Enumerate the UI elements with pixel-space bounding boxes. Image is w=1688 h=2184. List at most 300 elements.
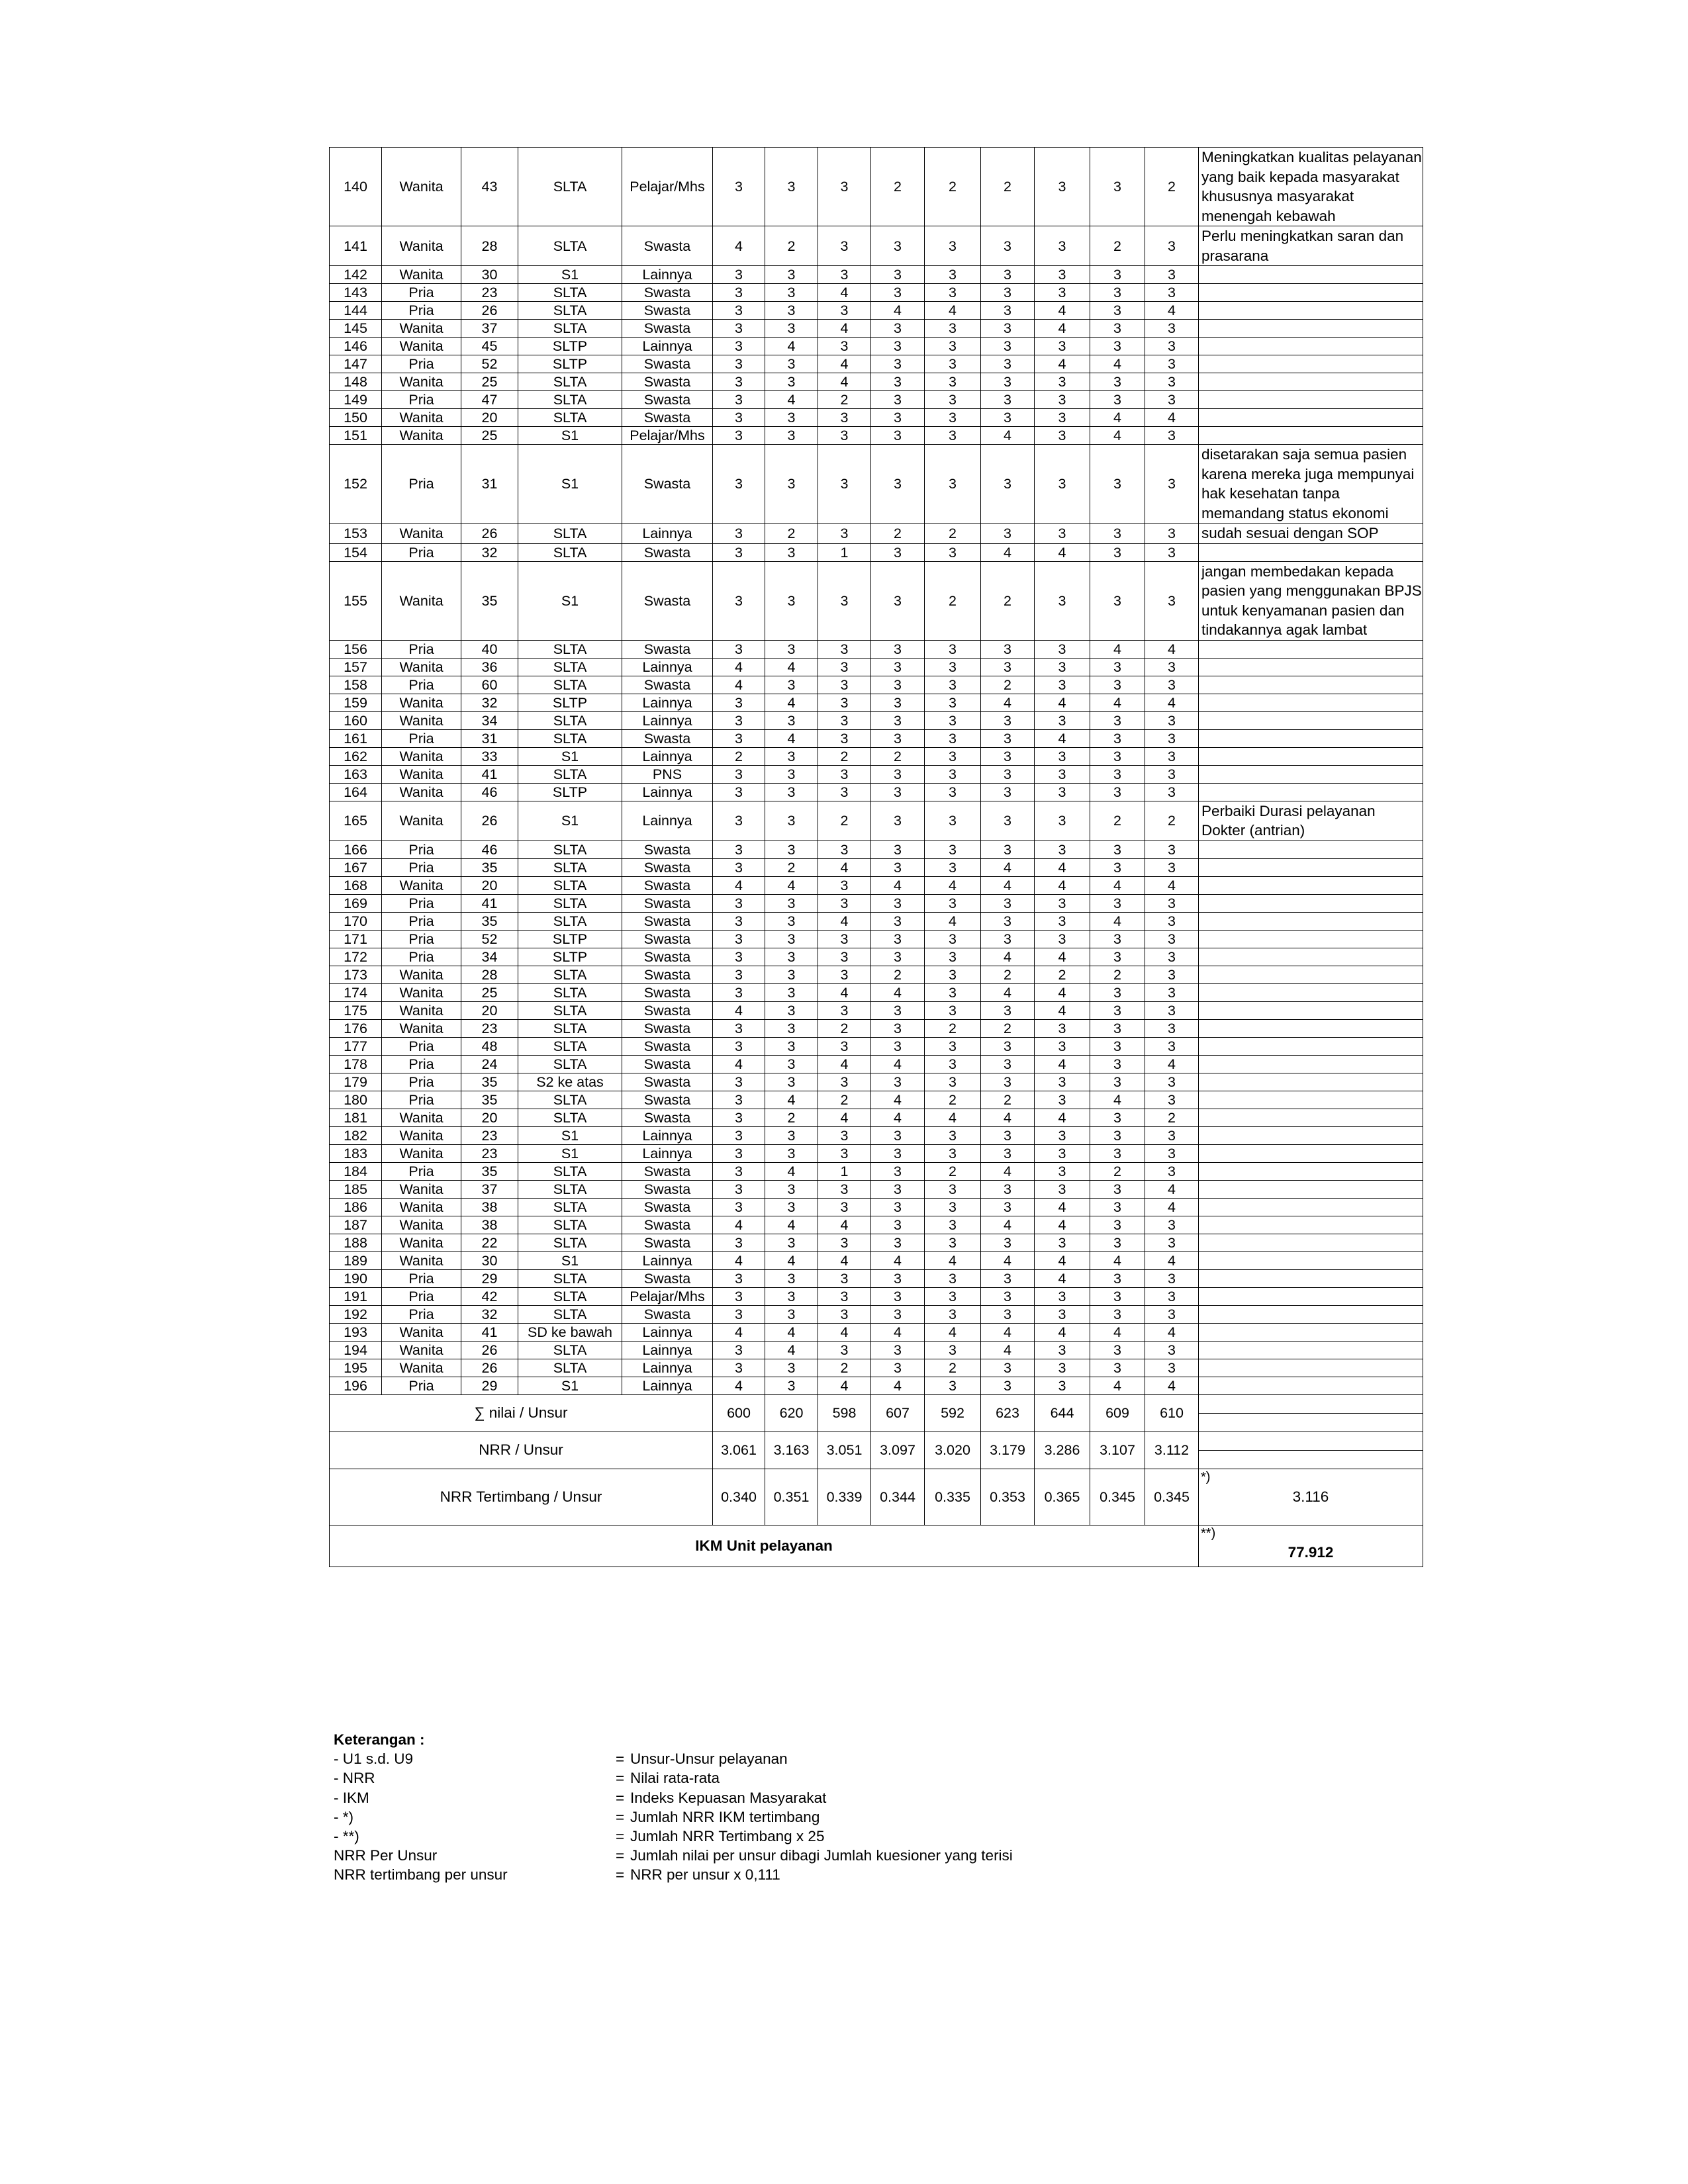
score-u8: 3	[1090, 1055, 1145, 1073]
score-u7: 4	[1035, 1198, 1090, 1216]
score-u9: 3	[1145, 912, 1199, 930]
score-u1: 3	[713, 302, 765, 320]
table-row	[330, 747, 1423, 765]
legend-term: - NRR	[334, 1770, 375, 1787]
respondent-no: 169	[330, 894, 382, 912]
score-u6: 3	[981, 1037, 1035, 1055]
sum-u4: 607	[871, 1394, 925, 1432]
table-row	[330, 266, 1423, 284]
age-cell: 42	[461, 1287, 518, 1305]
score-u8: 3	[1090, 320, 1145, 338]
score-u9: 3	[1145, 1305, 1199, 1323]
age-cell: 25	[461, 983, 518, 1001]
score-u8: 3	[1090, 284, 1145, 302]
score-u3: 1	[818, 543, 871, 561]
education-cell: SLTA	[518, 302, 622, 320]
score-u1: 3	[713, 1037, 765, 1055]
score-u9: 3	[1145, 1001, 1199, 1019]
legend-equals: =	[616, 1789, 625, 1806]
legend-term: - *)	[334, 1808, 353, 1825]
sum-u9: 610	[1145, 1394, 1199, 1432]
score-u1: 3	[713, 373, 765, 391]
gender-cell: Pria	[382, 445, 461, 523]
suggestion-cell	[1199, 1037, 1423, 1055]
legend-term: - U1 s.d. U9	[334, 1751, 414, 1768]
score-u7: 3	[1035, 373, 1090, 391]
occupation-cell: Swasta	[622, 302, 713, 320]
age-cell: 45	[461, 338, 518, 355]
suggestion-cell	[1199, 1251, 1423, 1269]
score-u8: 3	[1090, 1341, 1145, 1359]
nrr-u5: 3.020	[925, 1432, 981, 1469]
score-u5: 3	[925, 1305, 981, 1323]
score-u7: 3	[1035, 1037, 1090, 1055]
score-u4: 3	[871, 1037, 925, 1055]
score-u1: 3	[713, 1073, 765, 1091]
table-row	[330, 858, 1423, 876]
gender-cell: Wanita	[382, 1126, 461, 1144]
score-u8: 3	[1090, 676, 1145, 694]
respondent-no: 151	[330, 427, 382, 445]
occupation-cell: Lainnya	[622, 266, 713, 284]
suggestion-cell	[1199, 658, 1423, 676]
score-u5: 3	[925, 427, 981, 445]
score-u5: 2	[925, 1019, 981, 1037]
score-u4: 3	[871, 930, 925, 948]
score-u6: 4	[981, 427, 1035, 445]
occupation-cell: Swasta	[622, 983, 713, 1001]
age-cell: 46	[461, 841, 518, 858]
occupation-cell: Swasta	[622, 1234, 713, 1251]
legend-description: Unsur-Unsur pelayanan	[630, 1751, 788, 1768]
score-u2: 4	[765, 1323, 818, 1341]
suggestion-cell	[1199, 966, 1423, 983]
score-u6: 2	[981, 676, 1035, 694]
score-u1: 2	[713, 747, 765, 765]
suggestion-cell	[1199, 1091, 1423, 1109]
education-cell: SLTA	[518, 912, 622, 930]
education-cell: SLTA	[518, 1341, 622, 1359]
score-u5: 3	[925, 355, 981, 373]
education-cell: SLTA	[518, 729, 622, 747]
score-u6: 3	[981, 266, 1035, 284]
table-row	[330, 948, 1423, 966]
legend-item	[334, 1865, 1013, 1884]
score-u2: 3	[765, 373, 818, 391]
suggestion-cell	[1199, 302, 1423, 320]
age-cell: 41	[461, 765, 518, 783]
education-cell: SLTA	[518, 1234, 622, 1251]
score-u9: 3	[1145, 226, 1199, 266]
score-u6: 3	[981, 355, 1035, 373]
respondent-no: 158	[330, 676, 382, 694]
score-u3: 3	[818, 841, 871, 858]
gender-cell: Wanita	[382, 338, 461, 355]
score-u9: 3	[1145, 676, 1199, 694]
occupation-cell: Lainnya	[622, 1377, 713, 1394]
score-u6: 3	[981, 284, 1035, 302]
education-cell: S1	[518, 266, 622, 284]
score-u1: 3	[713, 1287, 765, 1305]
respondent-no: 161	[330, 729, 382, 747]
score-u1: 3	[713, 409, 765, 427]
nrr-u7: 3.286	[1035, 1432, 1090, 1469]
score-u6: 4	[981, 983, 1035, 1001]
score-u9: 3	[1145, 543, 1199, 561]
score-u6: 4	[981, 1341, 1035, 1359]
score-u4: 3	[871, 765, 925, 783]
score-u9: 3	[1145, 783, 1199, 801]
occupation-cell: Swasta	[622, 729, 713, 747]
legend-description: Jumlah NRR Tertimbang x 25	[630, 1828, 825, 1845]
score-u8: 3	[1090, 1037, 1145, 1055]
score-u2: 3	[765, 894, 818, 912]
score-u4: 3	[871, 694, 925, 711]
score-u3: 3	[818, 1305, 871, 1323]
respondent-no: 154	[330, 543, 382, 561]
score-u2: 3	[765, 966, 818, 983]
score-u5: 3	[925, 729, 981, 747]
suggestion-cell	[1199, 948, 1423, 966]
score-u3: 4	[818, 983, 871, 1001]
score-u8: 2	[1090, 801, 1145, 841]
score-u9: 3	[1145, 966, 1199, 983]
score-u9: 3	[1145, 1341, 1199, 1359]
sum-u7: 644	[1035, 1394, 1090, 1432]
score-u4: 3	[871, 1359, 925, 1377]
score-u1: 3	[713, 930, 765, 948]
education-cell: SLTA	[518, 1269, 622, 1287]
gender-cell: Pria	[382, 1287, 461, 1305]
legend-items	[334, 1749, 1013, 1884]
score-u5: 2	[925, 1359, 981, 1377]
score-u3: 2	[818, 801, 871, 841]
score-u1: 3	[713, 427, 765, 445]
score-u7: 3	[1035, 1019, 1090, 1037]
ikm-total-cell	[1199, 1525, 1423, 1567]
education-cell: S1	[518, 801, 622, 841]
education-cell: SLTA	[518, 894, 622, 912]
score-u2: 3	[765, 355, 818, 373]
score-u6: 3	[981, 226, 1035, 266]
education-cell: SLTA	[518, 676, 622, 694]
score-u1: 4	[713, 1377, 765, 1394]
gender-cell: Pria	[382, 355, 461, 373]
table-row	[330, 1019, 1423, 1037]
occupation-cell: Lainnya	[622, 1144, 713, 1162]
score-u2: 3	[765, 445, 818, 523]
score-u2: 3	[765, 783, 818, 801]
score-u6: 3	[981, 391, 1035, 409]
suggestion-cell	[1199, 266, 1423, 284]
score-u2: 3	[765, 427, 818, 445]
suggestion-cell	[1199, 876, 1423, 894]
score-u5: 3	[925, 983, 981, 1001]
score-u9: 2	[1145, 1109, 1199, 1126]
score-u8: 3	[1090, 373, 1145, 391]
score-u2: 4	[765, 391, 818, 409]
score-u9: 3	[1145, 427, 1199, 445]
respondent-no: 193	[330, 1323, 382, 1341]
occupation-cell: Swasta	[622, 355, 713, 373]
nrr-u8: 3.107	[1090, 1432, 1145, 1469]
score-u7: 3	[1035, 765, 1090, 783]
suggestion-cell	[1199, 894, 1423, 912]
nrr-u2: 3.163	[765, 1432, 818, 1469]
score-u5: 4	[925, 302, 981, 320]
legend-item	[334, 1846, 1013, 1865]
score-u2: 4	[765, 1216, 818, 1234]
score-u7: 4	[1035, 948, 1090, 966]
nrr-u1: 3.061	[713, 1432, 765, 1469]
age-cell: 33	[461, 747, 518, 765]
score-u9: 3	[1145, 1144, 1199, 1162]
score-u5: 4	[925, 1109, 981, 1126]
suggestion-cell	[1199, 1269, 1423, 1287]
age-cell: 32	[461, 543, 518, 561]
score-u3: 3	[818, 302, 871, 320]
gender-cell: Wanita	[382, 1001, 461, 1019]
score-u1: 3	[713, 1180, 765, 1198]
gender-cell: Pria	[382, 302, 461, 320]
gender-cell: Pria	[382, 1269, 461, 1287]
score-u6: 3	[981, 523, 1035, 544]
score-u6: 3	[981, 1073, 1035, 1091]
legend-description: Nilai rata-rata	[630, 1770, 720, 1787]
education-cell: S1	[518, 427, 622, 445]
gender-cell: Wanita	[382, 226, 461, 266]
score-u8: 3	[1090, 783, 1145, 801]
score-u2: 3	[765, 948, 818, 966]
score-u2: 3	[765, 801, 818, 841]
legend-equals: =	[616, 1770, 625, 1787]
education-cell: SLTA	[518, 373, 622, 391]
score-u9: 4	[1145, 876, 1199, 894]
score-u8: 2	[1090, 1162, 1145, 1180]
table-row	[330, 302, 1423, 320]
score-u7: 3	[1035, 658, 1090, 676]
legend-item	[334, 1827, 1013, 1846]
score-u3: 3	[818, 226, 871, 266]
occupation-cell: Swasta	[622, 858, 713, 876]
occupation-cell: Lainnya	[622, 801, 713, 841]
gender-cell: Wanita	[382, 747, 461, 765]
education-cell: SLTA	[518, 765, 622, 783]
nrr-weighted-total: 3.116	[1292, 1488, 1329, 1505]
score-u4: 3	[871, 1144, 925, 1162]
score-u9: 3	[1145, 1037, 1199, 1055]
table-row	[330, 765, 1423, 783]
score-u7: 3	[1035, 1341, 1090, 1359]
score-u4: 4	[871, 876, 925, 894]
table-row	[330, 640, 1423, 658]
score-u1: 3	[713, 729, 765, 747]
score-u5: 3	[925, 640, 981, 658]
respondent-no: 179	[330, 1073, 382, 1091]
education-cell: SLTA	[518, 543, 622, 561]
score-u8: 3	[1090, 1269, 1145, 1287]
score-u8: 3	[1090, 1109, 1145, 1126]
occupation-cell: Lainnya	[622, 1251, 713, 1269]
score-u6: 3	[981, 302, 1035, 320]
respondent-no: 174	[330, 983, 382, 1001]
score-u3: 4	[818, 355, 871, 373]
age-cell: 48	[461, 1037, 518, 1055]
occupation-cell: Swasta	[622, 1198, 713, 1216]
score-u3: 3	[818, 1198, 871, 1216]
respondent-no: 155	[330, 561, 382, 640]
score-u6: 3	[981, 729, 1035, 747]
score-u4: 3	[871, 355, 925, 373]
suggestion-cell: jangan membedakan kepada pasien yang menggunakan BPJS untuk kenyamanan pasien dan tindakannya agak lambat	[1199, 561, 1423, 640]
score-u5: 3	[925, 409, 981, 427]
suggestion-cell	[1199, 1109, 1423, 1126]
table-row	[330, 427, 1423, 445]
occupation-cell: Lainnya	[622, 658, 713, 676]
occupation-cell: Swasta	[622, 676, 713, 694]
age-cell: 35	[461, 1162, 518, 1180]
score-u9: 3	[1145, 729, 1199, 747]
score-u8: 3	[1090, 1126, 1145, 1144]
suggestion-cell	[1199, 694, 1423, 711]
score-u9: 3	[1145, 1126, 1199, 1144]
score-u7: 3	[1035, 409, 1090, 427]
score-u7: 4	[1035, 729, 1090, 747]
score-u2: 3	[765, 302, 818, 320]
age-cell: 35	[461, 912, 518, 930]
score-u5: 3	[925, 894, 981, 912]
respondent-no: 187	[330, 1216, 382, 1234]
score-u9: 4	[1145, 1377, 1199, 1394]
occupation-cell: Swasta	[622, 1109, 713, 1126]
summary-section	[330, 1394, 1423, 1567]
age-cell: 30	[461, 1251, 518, 1269]
gender-cell: Wanita	[382, 409, 461, 427]
gender-cell: Wanita	[382, 1359, 461, 1377]
score-u9: 3	[1145, 1287, 1199, 1305]
score-u1: 3	[713, 694, 765, 711]
table-row	[330, 966, 1423, 983]
education-cell: SLTP	[518, 355, 622, 373]
score-u7: 3	[1035, 801, 1090, 841]
occupation-cell: Pelajar/Mhs	[622, 427, 713, 445]
score-u9: 3	[1145, 1019, 1199, 1037]
table-row	[330, 1287, 1423, 1305]
occupation-cell: Lainnya	[622, 1341, 713, 1359]
score-u8: 4	[1090, 876, 1145, 894]
score-u9: 3	[1145, 338, 1199, 355]
score-u2: 3	[765, 1001, 818, 1019]
score-u5: 2	[925, 1162, 981, 1180]
gender-cell: Pria	[382, 948, 461, 966]
score-u1: 3	[713, 338, 765, 355]
score-u6: 3	[981, 1377, 1035, 1394]
respondent-no: 177	[330, 1037, 382, 1055]
sum-label: ∑ nilai / Unsur	[330, 1394, 713, 1432]
score-u2: 4	[765, 1341, 818, 1359]
education-cell: SLTA	[518, 320, 622, 338]
respondent-no: 189	[330, 1251, 382, 1269]
score-u3: 3	[818, 1073, 871, 1091]
score-u1: 3	[713, 1091, 765, 1109]
suggestion-cell	[1199, 373, 1423, 391]
score-u8: 3	[1090, 302, 1145, 320]
suggestion-cell	[1199, 729, 1423, 747]
occupation-cell: Swasta	[622, 1073, 713, 1091]
score-u1: 4	[713, 658, 765, 676]
age-cell: 41	[461, 894, 518, 912]
age-cell: 23	[461, 1126, 518, 1144]
score-u5: 3	[925, 1269, 981, 1287]
table-row	[330, 894, 1423, 912]
nrrt-u3: 0.339	[818, 1469, 871, 1525]
age-cell: 46	[461, 783, 518, 801]
respondent-no: 181	[330, 1109, 382, 1126]
score-u9: 4	[1145, 1055, 1199, 1073]
score-u5: 3	[925, 1073, 981, 1091]
gender-cell: Wanita	[382, 801, 461, 841]
suggestion-cell	[1199, 1323, 1423, 1341]
suggestion-cell	[1199, 1287, 1423, 1305]
score-u1: 3	[713, 266, 765, 284]
score-u8: 4	[1090, 1091, 1145, 1109]
score-u7: 3	[1035, 930, 1090, 948]
occupation-cell: Swasta	[622, 561, 713, 640]
age-cell: 37	[461, 320, 518, 338]
legend-equals: =	[616, 1751, 625, 1768]
suggestion-cell	[1199, 841, 1423, 858]
score-u7: 4	[1035, 1251, 1090, 1269]
nrrt-u4: 0.344	[871, 1469, 925, 1525]
age-cell: 25	[461, 427, 518, 445]
score-u4: 3	[871, 543, 925, 561]
score-u5: 3	[925, 676, 981, 694]
score-u6: 3	[981, 1305, 1035, 1323]
suggestion-cell	[1199, 711, 1423, 729]
occupation-cell: Lainnya	[622, 1126, 713, 1144]
score-u8: 4	[1090, 912, 1145, 930]
score-u8: 4	[1090, 427, 1145, 445]
score-u9: 3	[1145, 658, 1199, 676]
score-u1: 3	[713, 355, 765, 373]
nrr-u4: 3.097	[871, 1432, 925, 1469]
score-u2: 2	[765, 858, 818, 876]
score-u2: 3	[765, 409, 818, 427]
score-u6: 4	[981, 1251, 1035, 1269]
suggestion-cell	[1199, 1341, 1423, 1359]
score-u3: 3	[818, 427, 871, 445]
score-u2: 3	[765, 1037, 818, 1055]
score-u2: 3	[765, 1055, 818, 1073]
score-u4: 3	[871, 801, 925, 841]
nrr-weighted-label: NRR Tertimbang / Unsur	[330, 1469, 713, 1525]
score-u9: 4	[1145, 1198, 1199, 1216]
score-u3: 3	[818, 523, 871, 544]
occupation-cell: Swasta	[622, 1305, 713, 1323]
score-u2: 4	[765, 694, 818, 711]
score-u3: 4	[818, 284, 871, 302]
occupation-cell: Swasta	[622, 1180, 713, 1198]
score-u3: 3	[818, 1001, 871, 1019]
respondent-no: 164	[330, 783, 382, 801]
occupation-cell: Swasta	[622, 1216, 713, 1234]
score-u8: 3	[1090, 391, 1145, 409]
gender-cell: Pria	[382, 543, 461, 561]
score-u8: 3	[1090, 1073, 1145, 1091]
table-row	[330, 912, 1423, 930]
score-u5: 4	[925, 876, 981, 894]
education-cell: S2 ke atas	[518, 1073, 622, 1091]
